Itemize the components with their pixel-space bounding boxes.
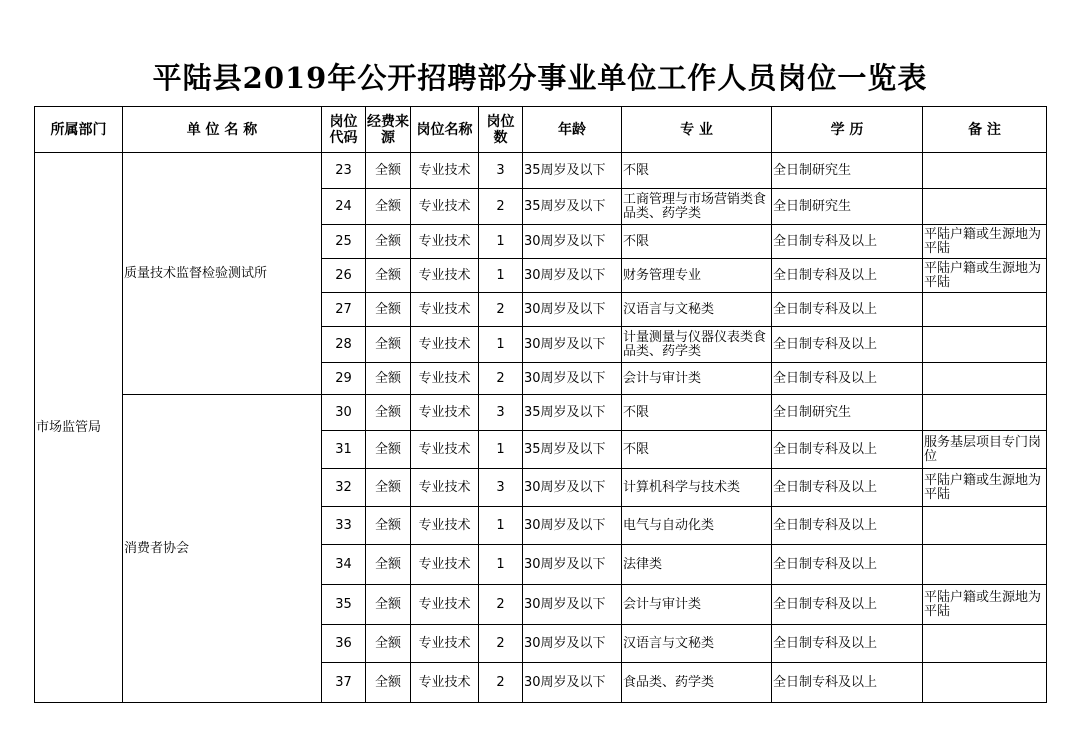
cell-funding: 全额 — [366, 363, 411, 395]
cell-age: 30周岁及以下 — [523, 363, 622, 395]
cell-count: 1 — [479, 507, 523, 545]
table-row — [35, 153, 1047, 189]
cell-major: 计算机科学与技术类 — [622, 469, 772, 507]
cell-funding: 全额 — [366, 225, 411, 259]
cell-funding: 全额 — [366, 625, 411, 663]
cell-notes — [923, 545, 1047, 585]
cell-count: 3 — [479, 469, 523, 507]
header-major: 专 业 — [622, 107, 772, 153]
cell-major: 财务管理专业 — [622, 259, 772, 293]
cell-major: 汉语言与文秘类 — [622, 625, 772, 663]
cell-notes — [923, 507, 1047, 545]
header-funding: 经费来源 — [366, 107, 411, 153]
cell-age: 30周岁及以下 — [523, 585, 622, 625]
cell-code: 29 — [322, 363, 366, 395]
cell-post-name: 专业技术 — [411, 225, 479, 259]
cell-major: 汉语言与文秘类 — [622, 293, 772, 327]
cell-funding: 全额 — [366, 663, 411, 703]
cell-code: 24 — [322, 189, 366, 225]
cell-funding: 全额 — [366, 395, 411, 431]
cell-post-name: 专业技术 — [411, 363, 479, 395]
cell-age: 30周岁及以下 — [523, 663, 622, 703]
cell-notes — [923, 663, 1047, 703]
cell-funding: 全额 — [366, 507, 411, 545]
cell-count: 3 — [479, 395, 523, 431]
cell-notes — [923, 189, 1047, 225]
cell-major: 不限 — [622, 225, 772, 259]
cell-unit-name: 消费者协会 — [123, 395, 322, 703]
header-notes: 备 注 — [923, 107, 1047, 153]
cell-major: 会计与审计类 — [622, 363, 772, 395]
cell-education: 全日制专科及以上 — [772, 259, 923, 293]
cell-post-name: 专业技术 — [411, 293, 479, 327]
cell-count: 2 — [479, 663, 523, 703]
cell-count: 2 — [479, 189, 523, 225]
cell-funding: 全额 — [366, 189, 411, 225]
cell-count: 2 — [479, 363, 523, 395]
cell-education: 全日制专科及以上 — [772, 293, 923, 327]
cell-count: 1 — [479, 225, 523, 259]
cell-age: 30周岁及以下 — [523, 507, 622, 545]
cell-education: 全日制专科及以上 — [772, 327, 923, 363]
cell-post-name: 专业技术 — [411, 507, 479, 545]
cell-funding: 全额 — [366, 469, 411, 507]
cell-education: 全日制研究生 — [772, 395, 923, 431]
cell-age: 30周岁及以下 — [523, 293, 622, 327]
cell-post-name: 专业技术 — [411, 545, 479, 585]
cell-post-name: 专业技术 — [411, 663, 479, 703]
cell-code: 23 — [322, 153, 366, 189]
cell-education: 全日制研究生 — [772, 189, 923, 225]
cell-funding: 全额 — [366, 431, 411, 469]
cell-education: 全日制专科及以上 — [772, 545, 923, 585]
cell-count: 2 — [479, 293, 523, 327]
header-age: 年龄 — [523, 107, 622, 153]
cell-code: 27 — [322, 293, 366, 327]
cell-funding: 全额 — [366, 327, 411, 363]
header-count: 岗位数 — [479, 107, 523, 153]
cell-notes — [923, 153, 1047, 189]
cell-funding: 全额 — [366, 153, 411, 189]
page-title: 平陆县2019年公开招聘部分事业单位工作人员岗位一览表 — [152, 61, 928, 95]
cell-post-name: 专业技术 — [411, 189, 479, 225]
cell-education: 全日制专科及以上 — [772, 469, 923, 507]
cell-code: 25 — [322, 225, 366, 259]
cell-age: 30周岁及以下 — [523, 545, 622, 585]
cell-funding: 全额 — [366, 545, 411, 585]
cell-major: 不限 — [622, 431, 772, 469]
cell-post-name: 专业技术 — [411, 259, 479, 293]
cell-funding: 全额 — [366, 293, 411, 327]
cell-post-name: 专业技术 — [411, 431, 479, 469]
cell-count: 1 — [479, 327, 523, 363]
cell-education: 全日制专科及以上 — [772, 663, 923, 703]
header-row — [35, 107, 1047, 153]
cell-education: 全日制专科及以上 — [772, 225, 923, 259]
cell-age: 35周岁及以下 — [523, 431, 622, 469]
cell-code: 26 — [322, 259, 366, 293]
cell-age: 30周岁及以下 — [523, 259, 622, 293]
cell-post-name: 专业技术 — [411, 395, 479, 431]
cell-education: 全日制研究生 — [772, 153, 923, 189]
header-education: 学 历 — [772, 107, 923, 153]
cell-major: 不限 — [622, 395, 772, 431]
cell-age: 30周岁及以下 — [523, 469, 622, 507]
cell-count: 1 — [479, 431, 523, 469]
cell-post-name: 专业技术 — [411, 469, 479, 507]
cell-post-name: 专业技术 — [411, 327, 479, 363]
cell-notes: 平陆户籍或生源地为平陆 — [923, 469, 1047, 507]
cell-notes: 服务基层项目专门岗位 — [923, 431, 1047, 469]
table-row — [35, 395, 1047, 431]
cell-code: 37 — [322, 663, 366, 703]
cell-major: 不限 — [622, 153, 772, 189]
cell-education: 全日制专科及以上 — [772, 507, 923, 545]
cell-count: 1 — [479, 259, 523, 293]
cell-education: 全日制专科及以上 — [772, 585, 923, 625]
cell-department: 市场监管局 — [35, 153, 123, 703]
cell-code: 33 — [322, 507, 366, 545]
cell-age: 35周岁及以下 — [523, 189, 622, 225]
cell-major: 食品类、药学类 — [622, 663, 772, 703]
cell-code: 30 — [322, 395, 366, 431]
cell-code: 28 — [322, 327, 366, 363]
header-unit: 单 位 名 称 — [123, 107, 322, 153]
positions-table — [34, 106, 1047, 703]
cell-count: 3 — [479, 153, 523, 189]
cell-age: 30周岁及以下 — [523, 625, 622, 663]
cell-notes: 平陆户籍或生源地为平陆 — [923, 585, 1047, 625]
cell-age: 30周岁及以下 — [523, 225, 622, 259]
cell-code: 32 — [322, 469, 366, 507]
cell-notes — [923, 363, 1047, 395]
cell-code: 31 — [322, 431, 366, 469]
cell-count: 1 — [479, 545, 523, 585]
cell-major: 计量测量与仪器仪表类食品类、药学类 — [622, 327, 772, 363]
cell-education: 全日制专科及以上 — [772, 431, 923, 469]
cell-notes: 平陆户籍或生源地为平陆 — [923, 259, 1047, 293]
cell-education: 全日制专科及以上 — [772, 625, 923, 663]
header-post-name: 岗位名称 — [411, 107, 479, 153]
cell-notes — [923, 395, 1047, 431]
cell-funding: 全额 — [366, 585, 411, 625]
cell-count: 2 — [479, 585, 523, 625]
cell-major: 会计与审计类 — [622, 585, 772, 625]
cell-post-name: 专业技术 — [411, 585, 479, 625]
cell-code: 36 — [322, 625, 366, 663]
cell-notes — [923, 327, 1047, 363]
cell-code: 34 — [322, 545, 366, 585]
cell-post-name: 专业技术 — [411, 153, 479, 189]
cell-age: 35周岁及以下 — [523, 395, 622, 431]
cell-unit-name: 质量技术监督检验测试所 — [123, 153, 322, 395]
cell-code: 35 — [322, 585, 366, 625]
positions-table-body — [35, 107, 1047, 703]
cell-post-name: 专业技术 — [411, 625, 479, 663]
cell-age: 30周岁及以下 — [523, 327, 622, 363]
cell-major: 法律类 — [622, 545, 772, 585]
cell-count: 2 — [479, 625, 523, 663]
cell-major: 电气与自动化类 — [622, 507, 772, 545]
cell-funding: 全额 — [366, 259, 411, 293]
header-dept: 所属部门 — [35, 107, 123, 153]
cell-notes — [923, 625, 1047, 663]
header-code: 岗位代码 — [322, 107, 366, 153]
cell-education: 全日制专科及以上 — [772, 363, 923, 395]
cell-notes — [923, 293, 1047, 327]
cell-major: 工商管理与市场营销类食品类、药学类 — [622, 189, 772, 225]
cell-age: 35周岁及以下 — [523, 153, 622, 189]
cell-notes: 平陆户籍或生源地为平陆 — [923, 225, 1047, 259]
